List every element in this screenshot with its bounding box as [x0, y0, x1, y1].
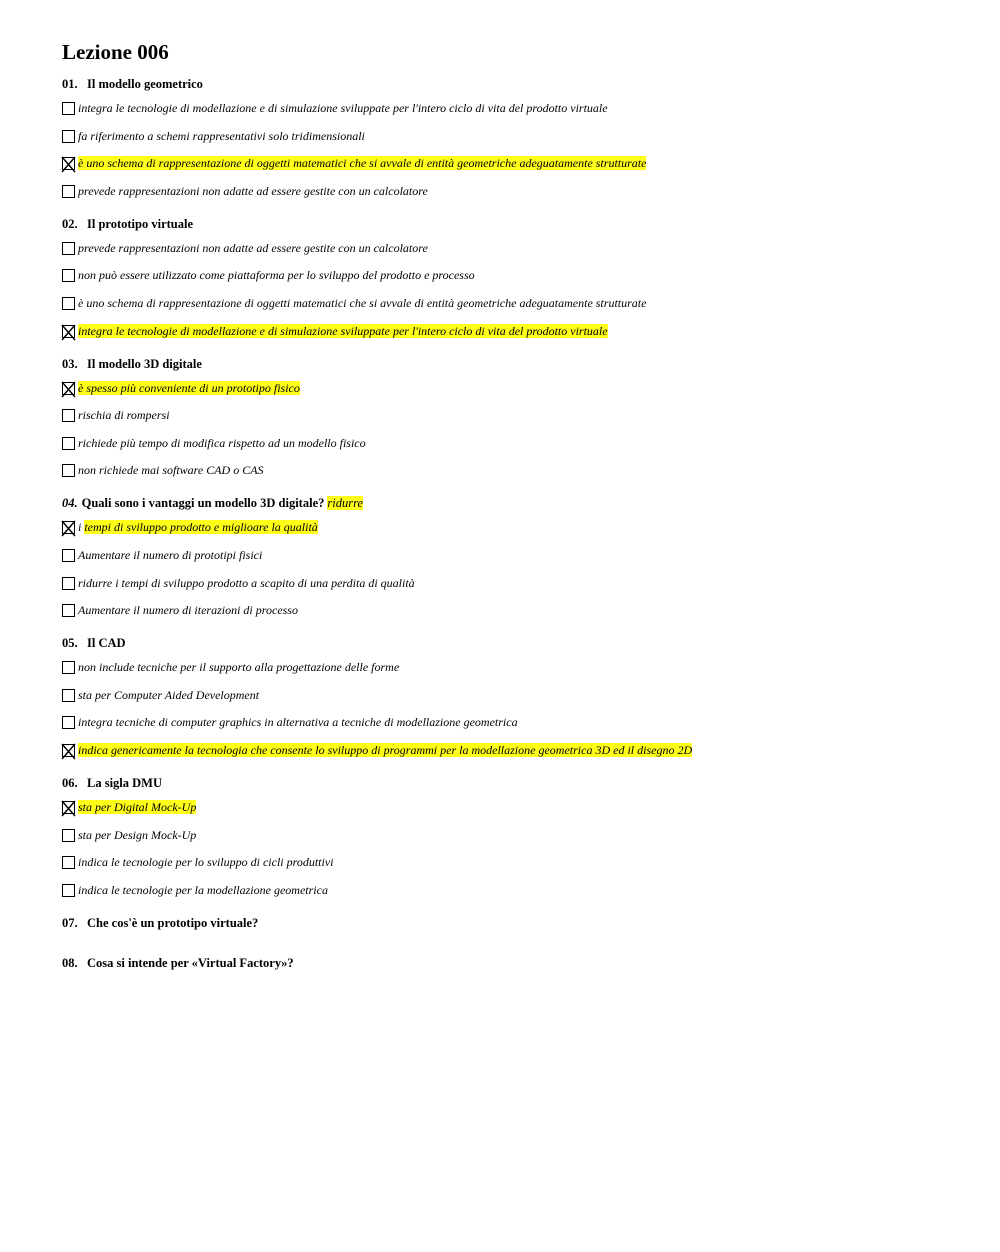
- question-heading: [62, 75, 962, 93]
- answer-option[interactable]: [62, 126, 962, 147]
- answer-text-wrapper: [78, 324, 608, 339]
- checkbox[interactable]: [62, 437, 75, 450]
- checkbox[interactable]: [62, 689, 75, 702]
- question-number: 03.: [62, 356, 78, 371]
- answer-option[interactable]: [62, 405, 962, 426]
- answer-text-wrapper: [78, 855, 334, 870]
- question-heading: [62, 914, 962, 932]
- question-block: [62, 355, 962, 482]
- answer-text: integra le tecnologie di modellazione e di simulazione sviluppate per l'intero ciclo di vita del prodotto virtuale: [78, 101, 608, 115]
- question-number: 07.: [62, 915, 78, 930]
- answer-text: prevede rappresentazioni non adatte ad essere gestite con un calcolatore: [78, 240, 428, 255]
- checkbox[interactable]: [62, 604, 75, 617]
- open-question-list: [62, 914, 962, 972]
- checked-checkbox[interactable]: [62, 325, 75, 338]
- cross-mark-icon: [62, 325, 75, 341]
- question-text: Cosa si intende per «Virtual Factory»?: [87, 955, 294, 970]
- answer-text: è uno schema di rappresentazione di oggetti matematici che si avvale di entità geometriche adeguatamente strutturate: [78, 295, 647, 310]
- question-block: [62, 494, 962, 621]
- checked-checkbox[interactable]: [62, 382, 75, 395]
- question-text: Il modello geometrico: [87, 77, 203, 91]
- answer-text: prevede rappresentazioni non adatte ad essere gestite con un calcolatore: [78, 183, 428, 198]
- checkbox[interactable]: [62, 409, 75, 422]
- checked-checkbox[interactable]: [62, 521, 75, 534]
- answer-option[interactable]: [62, 797, 962, 818]
- checkbox[interactable]: [62, 102, 75, 115]
- checkbox[interactable]: [62, 884, 75, 897]
- answer-text: sta per Design Mock-Up: [78, 827, 197, 842]
- answer-option[interactable]: [62, 852, 962, 873]
- answer-text: Aumentare il numero di iterazioni di processo: [78, 603, 298, 618]
- answer-text: richiede più tempo di modifica rispetto ad un modello fisico: [78, 435, 366, 450]
- answer-text: Aumentare il numero di prototipi fisici: [78, 547, 263, 562]
- cross-mark-icon: [62, 744, 75, 760]
- question-block: [62, 774, 962, 901]
- answer-text-wrapper: [78, 743, 692, 758]
- answer-text: indica le tecnologie per la modellazione geometrica: [78, 882, 328, 897]
- document-page: [62, 38, 962, 994]
- answer-option[interactable]: [62, 573, 962, 594]
- question-text: Il prototipo virtuale: [87, 216, 194, 231]
- answer-text-wrapper: [78, 184, 428, 199]
- checkbox[interactable]: [62, 242, 75, 255]
- lesson-title: Lezione 006: [62, 40, 169, 64]
- answer-prefix: i: [78, 520, 82, 535]
- answer-text-wrapper: [78, 800, 196, 815]
- question-number: 08.: [62, 955, 78, 970]
- question-text: Che cos'è un prototipo virtuale?: [87, 915, 259, 930]
- answer-option[interactable]: [62, 600, 962, 621]
- question-heading: [62, 494, 962, 512]
- answer-text: non include tecniche per il supporto alla progettazione delle forme: [78, 660, 400, 675]
- checkbox[interactable]: [62, 297, 75, 310]
- cross-mark-icon: [62, 382, 75, 398]
- question-text: La sigla DMU: [87, 775, 162, 790]
- question-number: 04.: [62, 496, 78, 511]
- answer-text-wrapper: [78, 101, 608, 116]
- answer-option[interactable]: [62, 153, 962, 174]
- checkbox[interactable]: [62, 130, 75, 143]
- answer-text-wrapper: [78, 715, 518, 730]
- question-number: 02.: [62, 216, 78, 231]
- answer-text-wrapper: [78, 268, 475, 283]
- checked-checkbox[interactable]: [62, 157, 75, 170]
- cross-mark-icon: [62, 801, 75, 817]
- answer-text: indica le tecnologie per lo sviluppo di cicli produttivi: [78, 855, 334, 870]
- answer-text-wrapper: [78, 241, 428, 256]
- answer-option[interactable]: [62, 740, 962, 761]
- answer-option[interactable]: [62, 825, 962, 846]
- answer-option[interactable]: [62, 238, 962, 259]
- correct-answer-text: è spesso più conveniente di un prototipo fisico: [78, 380, 300, 395]
- checked-checkbox[interactable]: [62, 801, 75, 814]
- answer-text-wrapper: [78, 520, 318, 535]
- answer-option[interactable]: [62, 378, 962, 399]
- question-heading: [62, 954, 962, 972]
- checkbox[interactable]: [62, 549, 75, 562]
- answer-text-wrapper: [78, 883, 328, 898]
- answer-text: non può essere utilizzato come piattaforma per lo sviluppo del prodotto e processo: [78, 268, 475, 283]
- question-text: Il modello 3D digitale: [87, 356, 202, 371]
- answer-text: rischia di rompersi: [78, 408, 170, 423]
- question-block: [62, 634, 962, 761]
- open-question-block: [62, 954, 962, 972]
- question-number: 01.: [62, 77, 78, 91]
- answer-option[interactable]: [62, 685, 962, 706]
- checkbox[interactable]: [62, 577, 75, 590]
- answer-option[interactable]: [62, 657, 962, 678]
- highlighted-answer-fragment: ridurre: [327, 496, 364, 511]
- answer-text-wrapper: [78, 828, 196, 843]
- answer-option[interactable]: [62, 265, 962, 286]
- answer-text-wrapper: [78, 408, 170, 423]
- answer-option[interactable]: [62, 181, 962, 202]
- question-heading: [62, 355, 962, 373]
- open-question-block: [62, 914, 962, 932]
- checked-checkbox[interactable]: [62, 744, 75, 757]
- question-text: Il CAD: [87, 636, 126, 651]
- cross-mark-icon: [62, 157, 75, 173]
- correct-answer-text: tempi di sviluppo prodotto e miglioare la qualità: [84, 520, 318, 535]
- question-heading: [62, 634, 962, 652]
- checkbox[interactable]: [62, 829, 75, 842]
- answer-text-wrapper: [78, 436, 366, 451]
- checkbox[interactable]: [62, 856, 75, 869]
- answer-text-wrapper: [78, 576, 415, 591]
- answer-option[interactable]: [62, 460, 962, 481]
- answer-text-wrapper: [78, 381, 300, 396]
- question-text: Quali sono i vantaggi un modello 3D digitale?: [81, 496, 325, 511]
- answer-option[interactable]: [62, 98, 962, 119]
- answer-option[interactable]: [62, 545, 962, 566]
- correct-answer-text: è uno schema di rappresentazione di oggetti matematici che si avvale di entità geometriche adeguatamente strutturate: [78, 156, 647, 171]
- cross-mark-icon: [62, 521, 75, 537]
- question-number: 05.: [62, 636, 78, 651]
- answer-option[interactable]: [62, 517, 962, 538]
- answer-text-wrapper: [78, 463, 264, 478]
- answer-text: sta per Computer Aided Development: [78, 687, 260, 702]
- checkbox[interactable]: [62, 185, 75, 198]
- question-heading: [62, 215, 962, 233]
- answer-option[interactable]: [62, 433, 962, 454]
- answer-text-wrapper: [78, 603, 298, 618]
- answer-text-wrapper: [78, 156, 646, 171]
- checkbox[interactable]: [62, 269, 75, 282]
- question-block: [62, 215, 962, 342]
- question-list: [62, 75, 962, 901]
- answer-option[interactable]: [62, 712, 962, 733]
- answer-option[interactable]: [62, 880, 962, 901]
- answer-text: non richiede mai software CAD o CAS: [78, 463, 264, 478]
- question-heading: [62, 774, 962, 792]
- correct-answer-text: sta per Digital Mock-Up: [78, 799, 197, 814]
- answer-option[interactable]: [62, 321, 962, 342]
- answer-option[interactable]: [62, 293, 962, 314]
- answer-text: ridurre i tempi di sviluppo prodotto a scapito di una perdita di qualità: [78, 575, 415, 590]
- answer-text-wrapper: [78, 660, 399, 675]
- answer-text-wrapper: [78, 688, 259, 703]
- checkbox[interactable]: [62, 716, 75, 729]
- checkbox[interactable]: [62, 464, 75, 477]
- answer-text-wrapper: [78, 129, 365, 144]
- correct-answer-text: indica genericamente la tecnologia che consente lo sviluppo di programmi per la modellazione geometrica 3D ed il disegno 2D: [78, 742, 693, 757]
- answer-text: integra tecniche di computer graphics in alternativa a tecniche di modellazione geometrica: [78, 715, 518, 730]
- question-number: 06.: [62, 775, 78, 790]
- correct-answer-text: integra le tecnologie di modellazione e di simulazione sviluppate per l'intero ciclo di vita del prodotto virtuale: [78, 323, 608, 338]
- answer-text-wrapper: [78, 296, 646, 311]
- answer-text: fa riferimento a schemi rappresentativi solo tridimensionali: [78, 128, 365, 143]
- answer-text-wrapper: [78, 548, 262, 563]
- checkbox[interactable]: [62, 661, 75, 674]
- question-block: [62, 75, 962, 202]
